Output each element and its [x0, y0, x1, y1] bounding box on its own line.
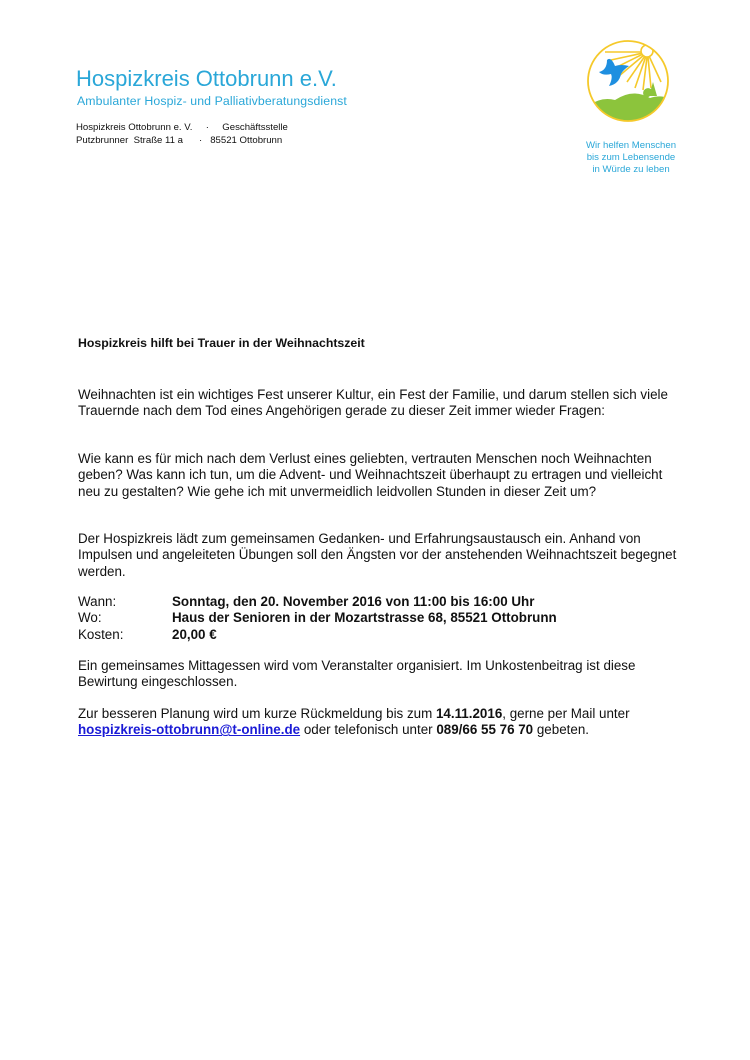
paragraph-intro: Weihnachten ist ein wichtiges Fest unserer Kultur, ein Fest der Familie, und darum stellen sich viele Trauernde nach dem Tod eines Angehörigen gerade zu dieser Zeit immer wieder Fragen: [78, 387, 668, 419]
detail-row-cost [78, 627, 557, 643]
detail-value: Haus der Senioren in der Mozartstrasse 68, 85521 Ottobrunn [172, 610, 557, 626]
event-details [78, 594, 557, 643]
paragraph-invitation: Der Hospizkreis lädt zum gemeinsamen Gedanken- und Erfahrungsaustausch ein. Anhand von Impulsen und angeleiteten Übungen soll den Ängsten vor der anstehenden Weihnachtszeit begegnet werden. [78, 531, 677, 579]
rsvp-text: , gerne per Mail unter [502, 706, 630, 721]
address-separator: · [199, 134, 203, 146]
detail-value: 20,00 € [172, 626, 217, 642]
org-name: Hospizkreis Ottobrunn e.V. [76, 66, 337, 91]
detail-label: Wann: [78, 594, 117, 609]
slogan-line: Wir helfen Menschen [585, 140, 677, 151]
address-line1-right: Geschäftsstelle [222, 122, 288, 133]
address-line2-left: Putzbrunner Straße 11 a [76, 134, 184, 146]
rsvp-text: oder telefonisch unter [300, 722, 437, 738]
org-subtitle: Ambulanter Hospiz- und Palliativberatungsdienst [77, 94, 347, 108]
letter-title: Hospizkreis hilft bei Trauer in der Weihnachtszeit [78, 336, 365, 350]
address-line2-right: 85521 Ottobrunn [210, 134, 283, 146]
sender-address [76, 122, 288, 147]
paragraph-questions: Wie kann es für mich nach dem Verlust eines geliebten, vertrauten Menschen noch Weihnachten geben? Was kann ich tun, um die Advent- und Weihnachtszeit überhaupt zu ertragen und vielleicht neu zu gestalten? Wie gehe ich mit unvermeidlich leidvollen Stunden in dieser Zeit um? [78, 451, 663, 499]
rsvp-text: gebeten. [533, 722, 589, 738]
detail-label: Kosten: [78, 626, 124, 642]
detail-row-where [78, 610, 557, 626]
detail-label: Wo: [78, 610, 102, 626]
slogan-line: bis zum Lebensende [586, 152, 676, 163]
detail-row-when [78, 594, 557, 610]
address-line1-left: Hospizkreis Ottobrunn e. V. [76, 122, 193, 133]
slogan-line: in Würde zu leben [592, 164, 670, 175]
address-separator: · [205, 122, 209, 133]
rsvp-text: Zur besseren Planung wird um kurze Rückmeldung bis zum [78, 706, 436, 721]
bird-sun-hill-logo-icon [585, 38, 671, 124]
detail-value: Sonntag, den 20. November 2016 von 11:00 bis 16:00 Uhr [172, 594, 535, 609]
email-link[interactable]: hospizkreis-ottobrunn@t-online.de [78, 722, 301, 738]
phone-number: 089/66 55 76 70 [436, 722, 534, 738]
slogan [572, 140, 690, 176]
paragraph-rsvp [78, 706, 678, 739]
paragraph-lunch: Ein gemeinsames Mittagessen wird vom Veranstalter organisiert. Im Unkostenbeitrag ist diese Bewirtung eingeschlossen. [78, 658, 636, 690]
rsvp-deadline: 14.11.2016 [435, 706, 503, 721]
